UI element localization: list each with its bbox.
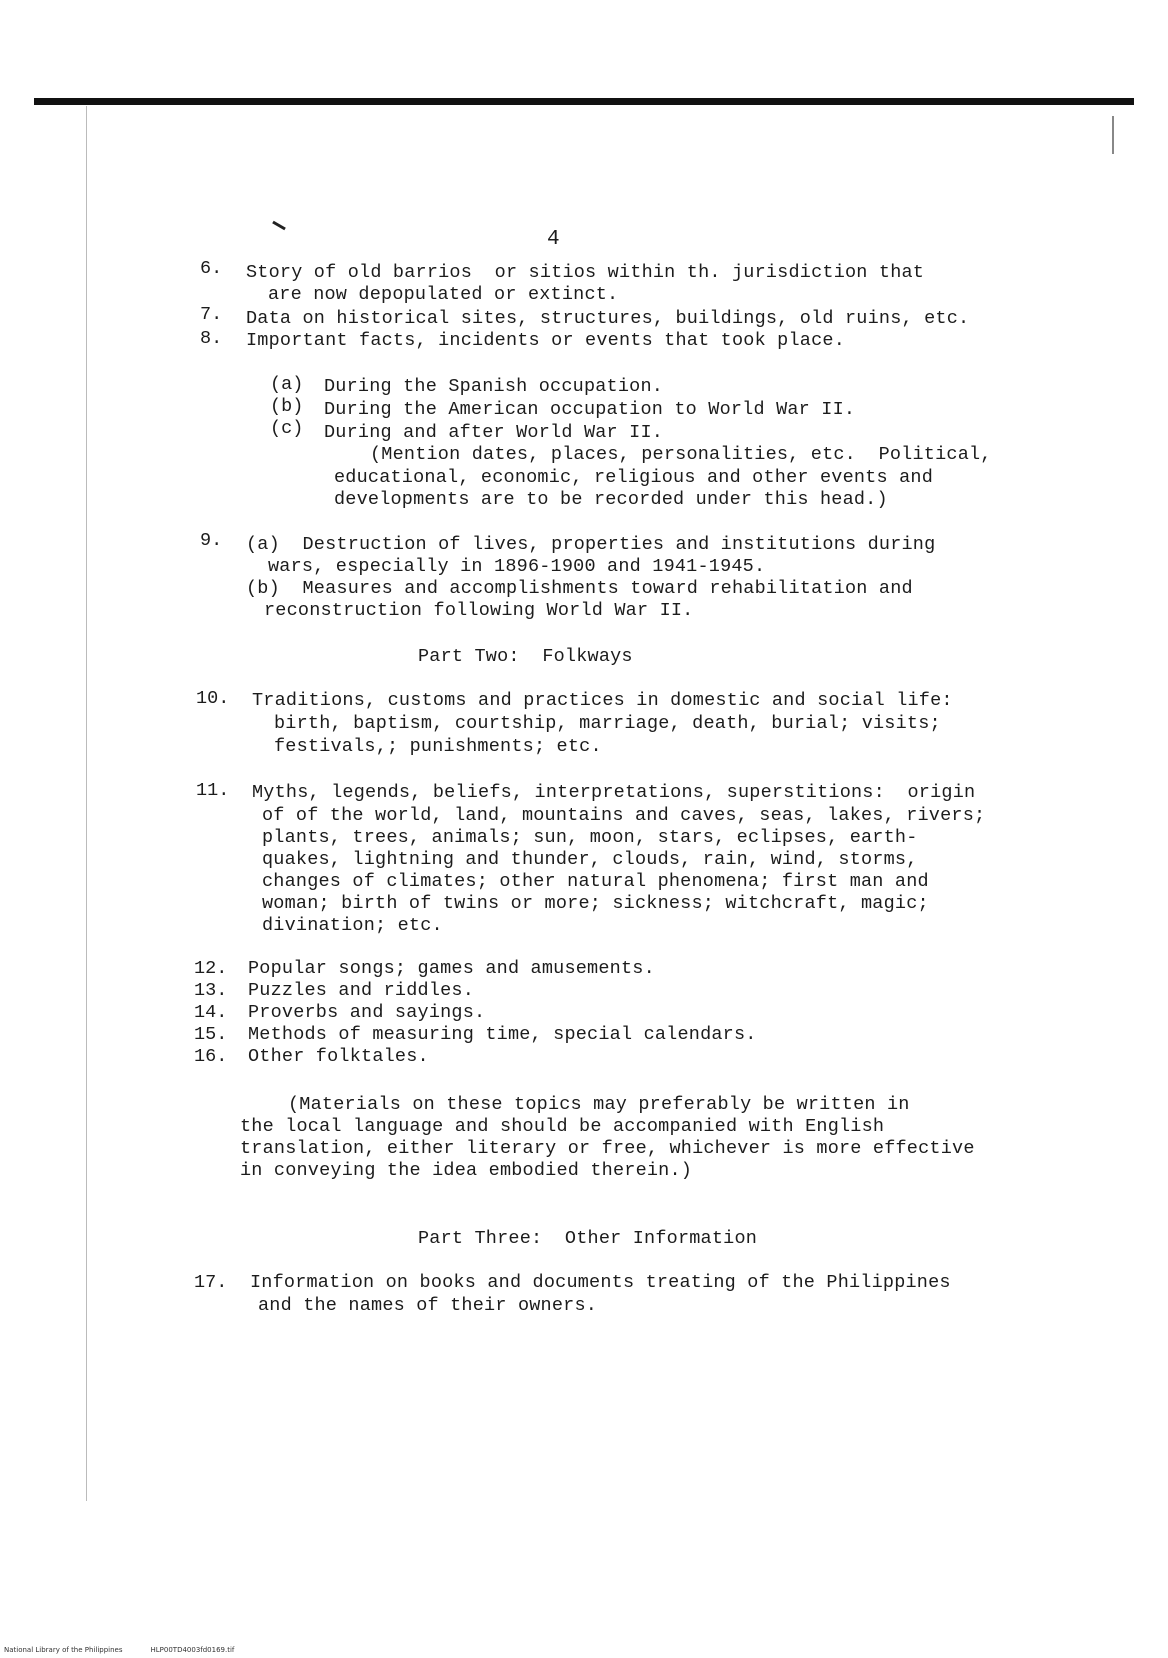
item-text: woman; birth of twins or more; sickness; witchcraft, magic; xyxy=(262,893,929,914)
item-text: Information on books and documents treating of the Philippines xyxy=(250,1272,951,1293)
item-text: (b) Measures and accomplishments toward rehabilitation and xyxy=(246,578,913,599)
item-text: of of the world, land, mountains and caves, seas, lakes, rivers; xyxy=(262,805,986,826)
item-text: wars, especially in 1896-1900 and 1941-1945. xyxy=(268,556,766,577)
right-margin-mark xyxy=(1112,116,1120,154)
subitem-text: During the American occupation to World War II. xyxy=(324,399,856,420)
item-text: (a) Destruction of lives, properties and institutions during xyxy=(246,534,936,555)
section-heading: Part Three: Other Information xyxy=(418,1228,758,1249)
item-text: quakes, lightning and thunder, clouds, rain, wind, storms, xyxy=(262,849,918,870)
item-text: Proverbs and sayings. xyxy=(248,1002,486,1023)
item-text: divination; etc. xyxy=(262,915,443,936)
item-number: 15. xyxy=(194,1024,228,1045)
item-number: 17. xyxy=(194,1272,228,1293)
top-border-line xyxy=(34,98,1134,105)
left-margin-line xyxy=(86,106,87,1501)
item-number: 10. xyxy=(196,688,230,709)
item-text: and the names of their owners. xyxy=(258,1295,598,1316)
stray-mark xyxy=(272,221,286,231)
item-text: Myths, legends, beliefs, interpretations, superstitions: origin xyxy=(252,782,976,803)
note-text: (Mention dates, places, personalities, etc. Political, xyxy=(370,444,992,465)
subitem-label: (b) xyxy=(270,396,304,417)
note-text: the local language and should be accompanied with English xyxy=(240,1116,885,1137)
item-text: Puzzles and riddles. xyxy=(248,980,475,1001)
note-text: in conveying the idea embodied therein.) xyxy=(240,1160,693,1181)
item-text: Other folktales. xyxy=(248,1046,429,1067)
item-number: 9. xyxy=(200,530,223,551)
file-name: HLP00TD4003fd0169.tif xyxy=(150,1646,235,1654)
subitem-text: During the Spanish occupation. xyxy=(324,376,664,397)
item-text: birth, baptism, courtship, marriage, death, burial; visits; xyxy=(274,713,941,734)
note-text: (Materials on these topics may preferably be written in xyxy=(288,1094,910,1115)
item-number: 6. xyxy=(200,258,223,279)
subitem-label: (c) xyxy=(270,418,304,439)
item-number: 7. xyxy=(200,304,223,325)
item-text: Story of old barrios or sitios within th. jurisdiction that xyxy=(246,262,925,283)
note-text: translation, either literary or free, whichever is more effective xyxy=(240,1138,975,1159)
subitem-text: During and after World War II. xyxy=(324,422,664,443)
item-text: Methods of measuring time, special calendars. xyxy=(248,1024,757,1045)
item-text: Traditions, customs and practices in domestic and social life: xyxy=(252,690,953,711)
item-text: Popular songs; games and amusements. xyxy=(248,958,655,979)
item-text: Important facts, incidents or events that took place. xyxy=(246,330,845,351)
subitem-label: (a) xyxy=(270,374,304,395)
item-number: 11. xyxy=(196,780,230,801)
item-text: reconstruction following World War II. xyxy=(264,600,694,621)
item-text: festivals,; punishments; etc. xyxy=(274,736,602,757)
item-number: 16. xyxy=(194,1046,228,1067)
note-text: developments are to be recorded under this head.) xyxy=(334,489,888,510)
library-name: National Library of the Philippines xyxy=(4,1646,123,1654)
item-text: Data on historical sites, structures, buildings, old ruins, etc. xyxy=(246,308,970,329)
item-number: 14. xyxy=(194,1002,228,1023)
page-number: 4 xyxy=(547,228,560,251)
item-text: are now depopulated or extinct. xyxy=(268,284,619,305)
section-heading: Part Two: Folkways xyxy=(418,646,633,667)
scan-footer xyxy=(4,1646,262,1654)
note-text: educational, economic, religious and other events and xyxy=(334,467,933,488)
item-number: 12. xyxy=(194,958,228,979)
item-number: 8. xyxy=(200,328,223,349)
item-text: changes of climates; other natural phenomena; first man and xyxy=(262,871,929,892)
item-text: plants, trees, animals; sun, moon, stars, eclipses, earth- xyxy=(262,827,918,848)
item-number: 13. xyxy=(194,980,228,1001)
